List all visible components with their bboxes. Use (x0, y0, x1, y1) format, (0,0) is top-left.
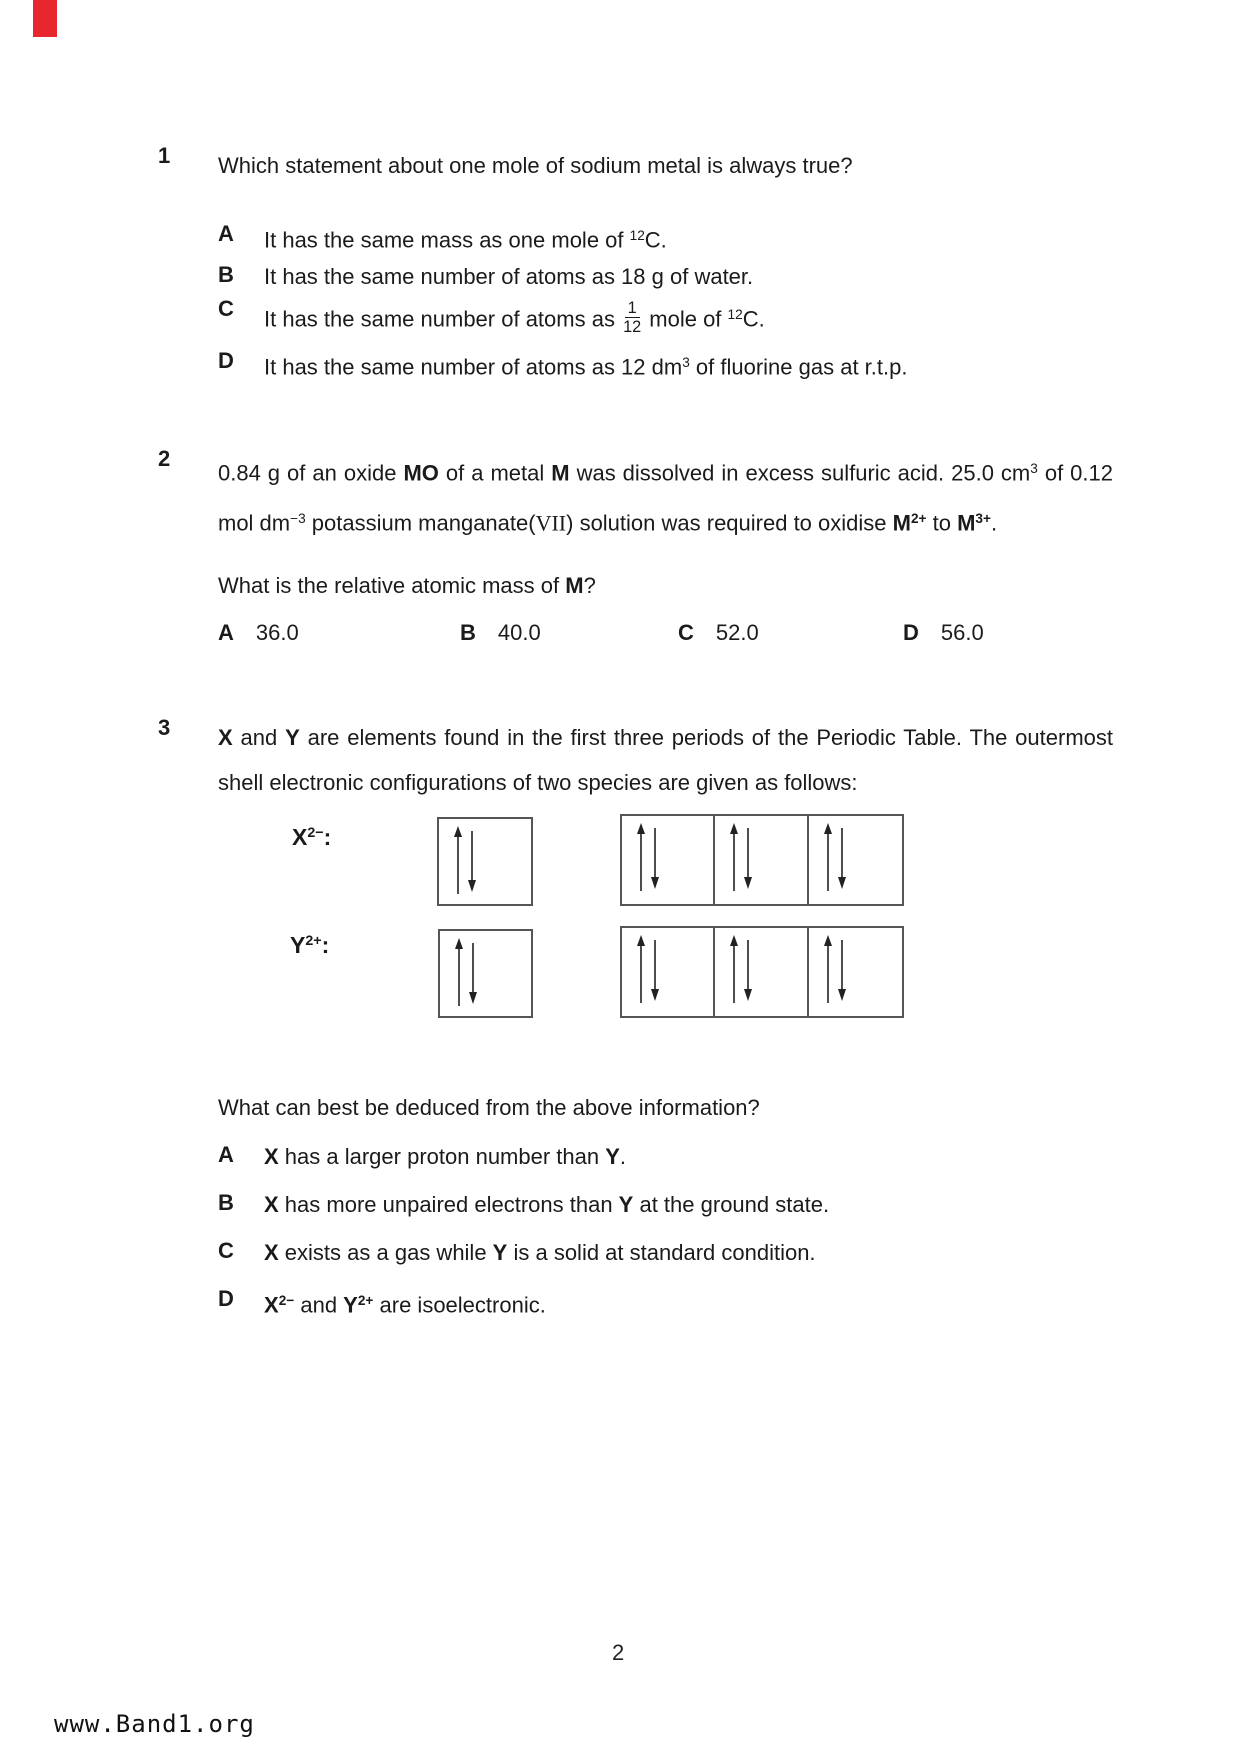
paired-electrons-arrows (632, 933, 666, 1009)
paired-electrons-arrows (819, 933, 853, 1009)
q2-option-d (903, 620, 984, 646)
q2-option-b-letter: B (460, 620, 476, 645)
q1-option-b-letter: B (218, 262, 234, 287)
orbital-p-boxes-y (620, 926, 904, 1018)
q2-option-d-letter: D (903, 620, 919, 645)
orbital-s-box-y (438, 929, 533, 1018)
watermark-url: www.Band1.org (54, 1710, 255, 1738)
question-1-text: Which statement about one mole of sodium metal is always true? (218, 153, 853, 178)
q1-option-d-letter: D (218, 348, 234, 373)
q3-option-a-letter: A (218, 1142, 234, 1167)
red-marker (33, 0, 57, 37)
question-3-subquestion: What can best be deduced from the above information? (218, 1095, 760, 1120)
q2-option-a (218, 620, 299, 646)
question-1-number: 1 (158, 143, 171, 168)
orbital-s-box-x (437, 817, 533, 906)
q2-option-a-letter: A (218, 620, 234, 645)
q2-option-b-value: 40.0 (497, 620, 541, 645)
orbital-p-cell (715, 928, 808, 1016)
q1-option-d-text: It has the same number of atoms as 12 $dm^3$ of fluorine gas at r.t.p. (264, 354, 908, 380)
q3-option-c-text: X exists as a gas while Y is a solid at standard condition. (264, 1240, 816, 1265)
q1-option-c-text: It has the same number of atoms as $\frac{1}{12}$ mole of $^{12}$C. (264, 298, 765, 337)
question-2-number: 2 (158, 446, 171, 471)
paired-electrons-arrows (632, 821, 666, 897)
paired-electrons-arrows (725, 933, 759, 1009)
page-number: 2 (612, 1640, 625, 1665)
orbital-label-x: $X^{2-}$: (292, 824, 332, 850)
paired-electrons-arrows (450, 936, 484, 1012)
q1-option-a-letter: A (218, 221, 234, 246)
orbital-p-boxes-x (620, 814, 904, 906)
orbital-p-cell (622, 928, 715, 1016)
question-3-number: 3 (158, 715, 171, 740)
question-2-paragraph: 0.84 g of an oxide MO of a metal M was dissolved in excess sulfuric acid. 25.0 $cm^3$ of 0.12 mol $dm^{-3}$ potassium manganate(VII) solution was required to oxidise $M^{2+}$ to $M^{3+}$. (218, 460, 1113, 535)
q3-option-a-text: X has a larger proton number than Y. (264, 1144, 627, 1169)
question-2-subquestion: What is the relative atomic mass of M? (218, 573, 596, 598)
q3-option-b-letter: B (218, 1190, 234, 1215)
q2-option-c-value: 52.0 (715, 620, 759, 645)
orbital-label-y: $Y^{2+}$: (290, 932, 330, 958)
paired-electrons-arrows (449, 824, 483, 900)
question-3-paragraph: X and Y are elements found in the first three periods of the Periodic Table. The outermost shell electronic configurations of two species are given as follows: (218, 725, 1113, 795)
q1-option-b-text: It has the same number of atoms as 18 g of water. (264, 264, 754, 289)
q2-option-c-letter: C (678, 620, 694, 645)
orbital-p-cell (622, 816, 715, 904)
orbital-p-cell (715, 816, 808, 904)
q1-option-c-letter: C (218, 296, 234, 321)
orbital-p-cell (809, 816, 902, 904)
paired-electrons-arrows (819, 821, 853, 897)
orbital-p-cell (809, 928, 902, 1016)
q3-option-d-letter: D (218, 1286, 234, 1311)
q3-option-d-text: $X^{2-}$ and $Y^{2+}$ are isoelectronic. (264, 1292, 546, 1318)
q1-option-a-text: It has the same mass as one mole of $^{12}$C. (264, 227, 667, 253)
q3-option-b-text: X has more unpaired electrons than Y at the ground state. (264, 1192, 830, 1217)
q2-option-d-value: 56.0 (940, 620, 984, 645)
q2-option-b (460, 620, 541, 646)
paired-electrons-arrows (725, 821, 759, 897)
q2-option-c (678, 620, 759, 646)
q2-option-a-value: 36.0 (255, 620, 299, 645)
q3-option-c-letter: C (218, 1238, 234, 1263)
